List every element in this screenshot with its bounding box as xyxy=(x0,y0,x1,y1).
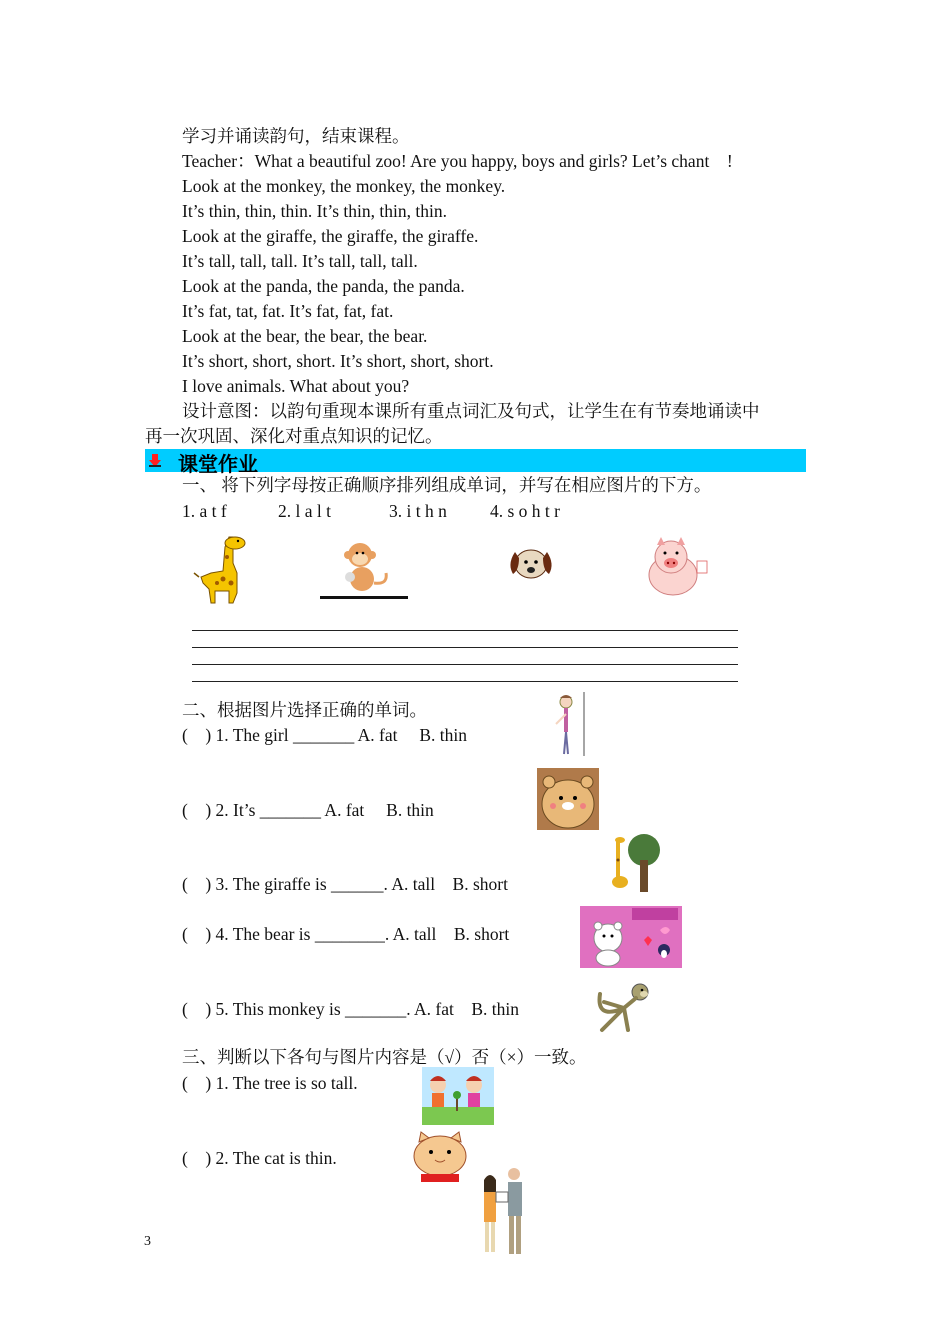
page-number: 3 xyxy=(144,1234,151,1249)
pig-picture xyxy=(637,535,712,600)
scramble-item-4: 4. s o h t r xyxy=(490,501,560,521)
choice-question-3: ( ) 3. The giraffe is ______. A. tall B. short xyxy=(182,874,508,894)
monkey-picture xyxy=(320,533,410,601)
section-header xyxy=(145,449,806,476)
judge-question-1: ( ) 1. The tree is so tall. xyxy=(182,1073,358,1093)
lesson-line: It’s short, short, short. It’s short, short, short. xyxy=(182,351,494,371)
lesson-line: 学习并诵读韵句，结束课程。 xyxy=(182,126,410,146)
giraffe-picture xyxy=(193,533,253,605)
lesson-line: It’s thin, thin, thin. It’s thin, thin, thin. xyxy=(182,201,447,221)
lesson-line: I love animals. What about you? xyxy=(182,376,410,396)
design-intent-cont: 再一次巩固、深化对重点知识的记忆。 xyxy=(145,426,443,446)
answer-line[interactable] xyxy=(192,681,738,682)
fat-bear-picture xyxy=(537,768,599,830)
answer-line[interactable] xyxy=(192,647,738,648)
thin-girl-picture xyxy=(538,692,600,756)
choice-question-2: ( ) 2. It’s _______ A. fat B. thin xyxy=(182,800,434,820)
scramble-item-3: 3. i t h n xyxy=(389,501,447,521)
answer-line[interactable] xyxy=(192,630,738,631)
giraffe-tree-picture xyxy=(608,830,664,896)
thin-monkey-picture xyxy=(592,980,658,1034)
lesson-line: It’s tall, tall, tall. It’s tall, tall, tall. xyxy=(182,251,418,271)
choice-question-4: ( ) 4. The bear is ________. A. tall B. short xyxy=(182,924,510,944)
choice-question-5: ( ) 5. This monkey is _______. A. fat B. thin xyxy=(182,999,520,1019)
judge-question-2: ( ) 2. The cat is thin. xyxy=(182,1148,337,1168)
arrow-down-icon xyxy=(149,454,161,467)
fat-cat-picture xyxy=(407,1130,473,1184)
lesson-line: Look at the panda, the panda, the panda. xyxy=(182,276,465,296)
kids-tree-picture xyxy=(422,1067,494,1125)
choice-question-1: ( ) 1. The girl _______ A. fat B. thin xyxy=(182,725,467,745)
dog-picture xyxy=(505,540,557,585)
lesson-line: Look at the giraffe, the giraffe, the giraffe. xyxy=(182,226,479,246)
part1-instruction: 一、 将下列字母按正确顺序排列组成单词，并写在相应图片的下方。 xyxy=(182,475,712,495)
answer-line[interactable] xyxy=(192,664,738,665)
people-picture xyxy=(476,1164,532,1258)
lesson-line: Look at the bear, the bear, the bear. xyxy=(182,326,428,346)
part3-instruction: 三、判断以下各句与图片内容是（√）否（×）一致。 xyxy=(182,1047,587,1067)
section-title: 课堂作业 xyxy=(178,452,258,476)
design-intent: 设计意图：以韵句重现本课所有重点词汇及句式，让学生在有节奏地诵读中 xyxy=(182,401,760,421)
lesson-line: Teacher：What a beautiful zoo! Are you happy, boys and girls? Let’s chant ! xyxy=(182,151,733,171)
part2-instruction: 二、根据图片选择正确的单词。 xyxy=(182,700,427,720)
bear-card-picture xyxy=(580,906,682,968)
scramble-item-1: 1. a t f xyxy=(182,501,227,521)
lesson-line: It’s fat, tat, fat. It’s fat, fat, fat. xyxy=(182,301,394,321)
lesson-line: Look at the monkey, the monkey, the monkey. xyxy=(182,176,506,196)
scramble-item-2: 2. l a l t xyxy=(278,501,331,521)
